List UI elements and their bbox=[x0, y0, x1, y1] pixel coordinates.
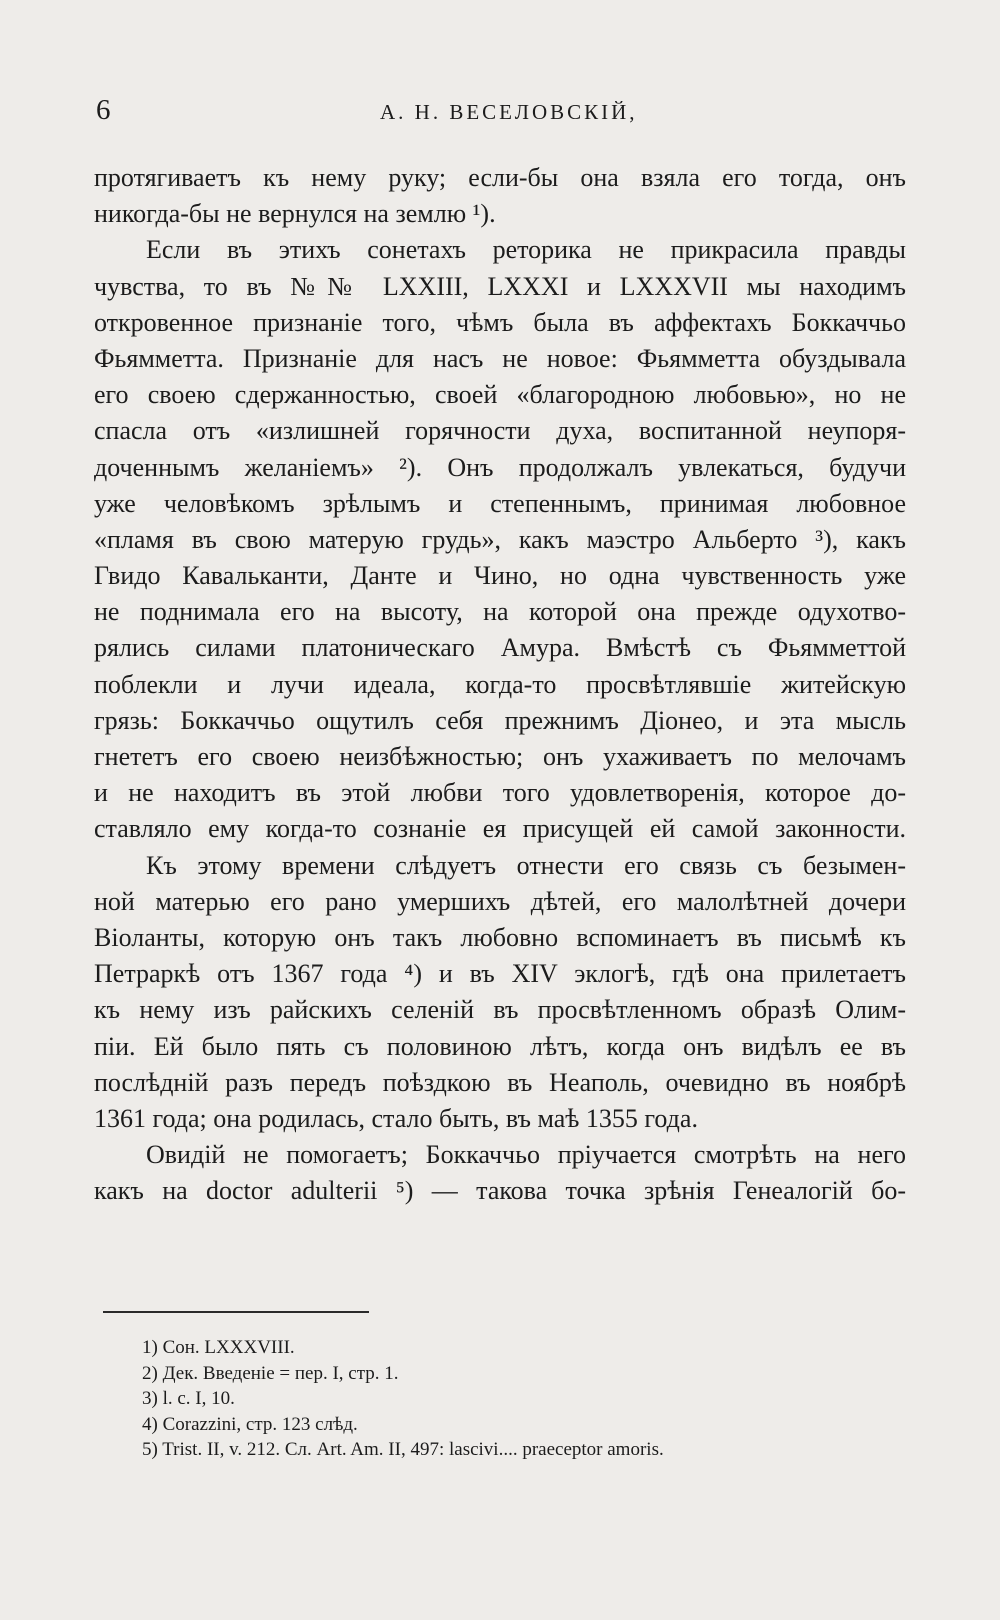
text-line: его своею сдержанностью, своей «благородною любовью», но не bbox=[94, 380, 906, 410]
text-line: никогда-бы не вернулся на землю ¹). bbox=[94, 199, 496, 229]
text-line: Овидій не помогаетъ; Боккаччьо пріучается смотрѣть на него bbox=[146, 1140, 906, 1170]
text-line: Къ этому времени слѣдуетъ отнести его связь съ безымен- bbox=[146, 850, 906, 880]
text-line: протягиваетъ къ нему руку; если-бы она взяла его тогда, онъ bbox=[94, 163, 906, 192]
footnote: 4) Corazzini, стр. 123 слѣд. bbox=[142, 1413, 358, 1435]
text-line: Гвидо Кавальканти, Данте и Чино, но одна чувственность уже bbox=[94, 561, 906, 591]
text-line: грязь: Боккаччьо ощутилъ себя прежнимъ Діонео, и эта мысль bbox=[94, 705, 906, 735]
text-line: уже человѣкомъ зрѣлымъ и степеннымъ, принимая любовное bbox=[94, 488, 906, 518]
text-line: гнететъ его своею неизбѣжностью; онъ ухаживаетъ по мелочамъ bbox=[94, 742, 906, 771]
text-line: откровенное признаніе того, чѣмъ была въ аффектахъ Боккаччьо bbox=[94, 307, 906, 337]
text-line: ной матерью его рано умершихъ дѣтей, его малолѣтней дочери bbox=[94, 886, 906, 916]
text-line: Віоланты, которую онъ такъ любовно вспоминаетъ въ письмѣ къ bbox=[94, 922, 906, 952]
page-number: 6 bbox=[96, 94, 111, 126]
text-line: 1361 года; она родилась, стало быть, въ маѣ 1355 года. bbox=[94, 1103, 698, 1133]
text-line: рялись силами платоническаго Амура. Вмѣстѣ съ Фьямметтой bbox=[94, 633, 906, 663]
text-line: піи. Ей было пять съ половиною лѣтъ, когда онъ видѣлъ ее въ bbox=[94, 1031, 906, 1061]
text-line: доченнымъ желаніемъ» ²). Онъ продолжалъ увлекаться, будучи bbox=[94, 452, 906, 482]
footnote: 5) Trist. II, v. 212. Сл. Art. Am. II, 497: lascivi.... praeceptor amoris. bbox=[142, 1439, 664, 1461]
footnote: 2) Дек. Введеніе = пер. I, стр. 1. bbox=[142, 1362, 399, 1384]
text-line: ставляло ему когда-то сознаніе ея присущей ей самой законности. bbox=[94, 814, 906, 844]
text-line: и не находитъ въ этой любви того удовлетворенія, которое до- bbox=[94, 778, 906, 808]
text-line: Фьямметта. Признаніе для насъ не новое: Фьямметта обуздывала bbox=[94, 343, 906, 373]
text-line: поблекли и лучи идеала, когда-то просвѣтлявшіе житейскую bbox=[94, 669, 906, 699]
text-line: «пламя въ свою матерую грудь», какъ маэстро Альберто ³), какъ bbox=[94, 524, 906, 554]
text-line: спасла отъ «излишней горячности духа, воспитанной неупоря- bbox=[94, 416, 906, 446]
text-line: Если въ этихъ сонетахъ реторика не прикрасила правды bbox=[146, 235, 906, 265]
text-line: чувства, то въ №№ LXXIII, LXXXI и LXXXVII мы находимъ bbox=[94, 271, 906, 301]
footnotes bbox=[142, 1335, 902, 1463]
body-text bbox=[94, 160, 906, 1209]
footnote-separator bbox=[103, 1311, 369, 1313]
footnote: 3) l. c. I, 10. bbox=[142, 1388, 235, 1410]
text-line: не поднимала его на высоту, на которой она прежде одухотво- bbox=[94, 597, 906, 627]
text-line: къ нему изъ райскихъ селеній въ просвѣтленномъ образѣ Олим- bbox=[94, 995, 906, 1025]
running-head: А. Н. ВЕСЕЛОВСКІЙ, bbox=[380, 100, 638, 124]
text-line: послѣдній разъ передъ поѣздкою въ Неаполь, очевидно въ ноябрѣ bbox=[94, 1067, 906, 1097]
text-line: Петраркѣ отъ 1367 года ⁴) и въ XIV эклогѣ, гдѣ она прилетаетъ bbox=[94, 959, 906, 989]
text-line: какъ на doctor adulterii ⁵) — такова точка зрѣнія Генеалогій бо- bbox=[94, 1176, 906, 1206]
footnote: 1) Сон. LXXXVIII. bbox=[142, 1337, 295, 1358]
